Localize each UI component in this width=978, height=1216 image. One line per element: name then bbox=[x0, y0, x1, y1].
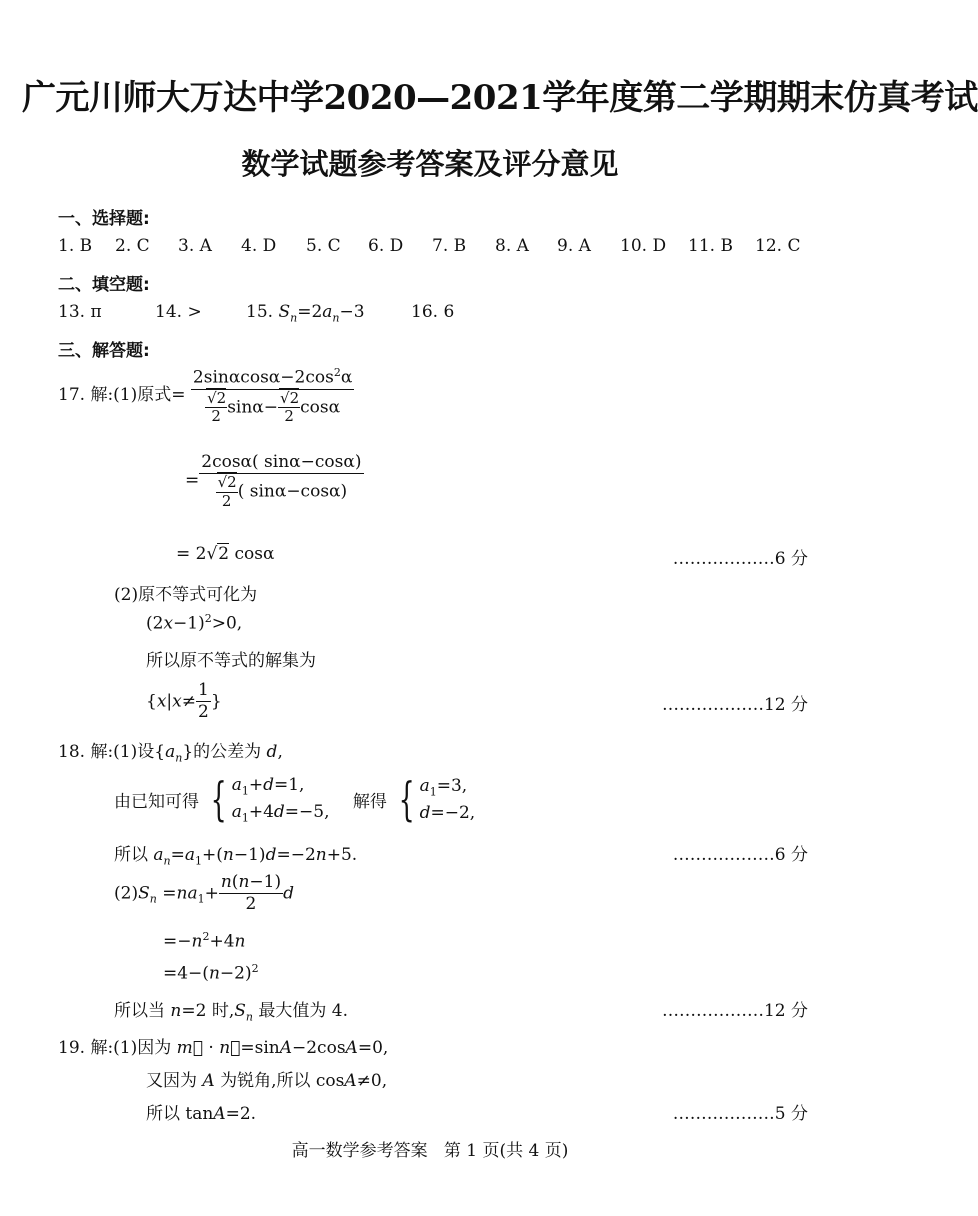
q18-general-term: 所以 $a_n=a_1+(n-1)d=-2n+5$. bbox=[114, 845, 358, 868]
answer-11: 11. B bbox=[688, 236, 733, 256]
answer-2: 2. C bbox=[115, 236, 150, 256]
section-heading-solutions: 三、解答题: bbox=[58, 341, 150, 361]
q17-solution-set: {x|x≠ $\frac{1}{2}$ } bbox=[146, 680, 222, 723]
q17-label: 17. 解:(1)原式= bbox=[58, 385, 186, 406]
q19-line-1: 19. 解:(1)因为 m⃗ · n⃗=sinA−2cosA=0, bbox=[58, 1038, 389, 1058]
answer-7: 7. B bbox=[432, 236, 467, 256]
answer-9: 9. A bbox=[557, 236, 591, 256]
q18-solve-text: 解得 bbox=[352, 791, 387, 812]
q17-step2: = 2cosα( sinα−cosα) $\frac{√2}{2}$ ( sinα−cosα) bbox=[185, 452, 362, 510]
q18-conclusion: 所以当 n=2 时$,S_n$ 最大值为 4. bbox=[114, 1001, 349, 1024]
answer-15-expression: $S_n=2a_n-3$ bbox=[278, 302, 365, 325]
sqrt2-over-2-fraction: $\frac{√2}{2}$ bbox=[217, 473, 237, 510]
answer-13: 13. π bbox=[58, 302, 102, 322]
answer-14: 14. > bbox=[155, 302, 202, 322]
exam-title: 广元川师大万达中学2020—2021学年度第二学期期末仿真考试 bbox=[22, 78, 978, 118]
q17-part2-label: (2)原不等式可化为 bbox=[114, 585, 258, 605]
answer-15 bbox=[246, 302, 365, 324]
q18-step-2: $=-n^2+4n$ bbox=[163, 930, 246, 952]
q17-numerator-2: 2cosα( sinα−cosα) bbox=[199, 452, 363, 474]
answer-key-subtitle: 数学试题参考答案及评分意见 bbox=[241, 147, 619, 181]
q17-result: = 2√2 cosα bbox=[176, 544, 275, 564]
page-footer: 高一数学参考答案 第 1 页(共 4 页) bbox=[291, 1141, 569, 1161]
answer-15-number: 15. bbox=[246, 302, 274, 322]
q18-system-1: { $a_1+d=1$, $a_1+4d=-5$, bbox=[210, 772, 330, 827]
q18-sol-2: d=−2, bbox=[419, 802, 476, 823]
answer-1: 1. B bbox=[58, 236, 93, 256]
q18-eq-1: $a_1+d=1$, bbox=[231, 775, 305, 798]
answer-16: 16. 6 bbox=[411, 302, 455, 322]
sqrt2-over-2-fraction: $\frac{√2}{2}$ bbox=[280, 388, 300, 426]
answer-3: 3. A bbox=[178, 236, 212, 256]
answer-4: 4. D bbox=[241, 236, 277, 256]
q17-part1 bbox=[58, 366, 354, 425]
answer-6: 6. D bbox=[368, 236, 404, 256]
answer-10: 10. D bbox=[620, 236, 667, 256]
q17-denominator-1: $\frac{√2}{2}$ sinα− $\frac{√2}{2}$ cosα bbox=[207, 388, 341, 426]
q18-sol-1: $a_1=3$, bbox=[419, 775, 468, 798]
q17-inequality: $(2x-1)^2>0$, bbox=[146, 612, 243, 634]
q19-score-1: ………………5 分 bbox=[672, 1104, 808, 1124]
sqrt2-over-2-fraction: $\frac{√2}{2}$ bbox=[207, 388, 227, 426]
q18-eq-2: $a_1+4d=-5$, bbox=[231, 802, 330, 825]
q18-step-3: $=4-(n-2)^2$ bbox=[163, 962, 259, 984]
q18-fraction: $\frac{n(n-1)}{2}$ bbox=[220, 872, 282, 915]
q18-known-text: 由已知可得 bbox=[114, 791, 199, 812]
section-heading-choice: 一、选择题: bbox=[58, 209, 150, 229]
q17-fraction-1 bbox=[191, 366, 354, 425]
q17-score-2: ………………12 分 bbox=[661, 695, 808, 715]
q18-system-line bbox=[114, 772, 475, 827]
section-heading-fill: 二、填空题: bbox=[58, 275, 150, 295]
half-fraction: $\frac{1}{2}$ bbox=[198, 680, 209, 723]
q18-part2-sum: $(2)S_n =na_1+$ $\frac{n(n-1)}{2}$ d bbox=[114, 872, 294, 915]
q17-denominator-2: $\frac{√2}{2}$ ( sinα−cosα) bbox=[217, 473, 348, 510]
answer-8: 8. A bbox=[495, 236, 529, 256]
q18-score-2: ………………12 分 bbox=[661, 1001, 808, 1021]
q17-score-1: ………………6 分 bbox=[672, 549, 808, 569]
q18-part1-intro: 18. 解:(1)设$\{a_n\}$的公差为 d, bbox=[58, 742, 283, 765]
answer-12: 12. C bbox=[755, 236, 801, 256]
q18-system-2: { $a_1=3$, d=−2, bbox=[398, 772, 476, 827]
q19-line-3: 所以 tanA=2. bbox=[146, 1104, 257, 1124]
q19-line-2: 又因为 A 为锐角,所以 cosA≠0, bbox=[146, 1071, 388, 1091]
q17-numerator-1: $2\sin\alpha\cos\alpha-2\cos^2\alpha$ bbox=[191, 366, 354, 390]
q18-score-1: ………………6 分 bbox=[672, 845, 808, 865]
q17-fraction-2 bbox=[199, 452, 363, 510]
q17-solution-text: 所以原不等式的解集为 bbox=[146, 651, 316, 671]
answer-5: 5. C bbox=[306, 236, 341, 256]
